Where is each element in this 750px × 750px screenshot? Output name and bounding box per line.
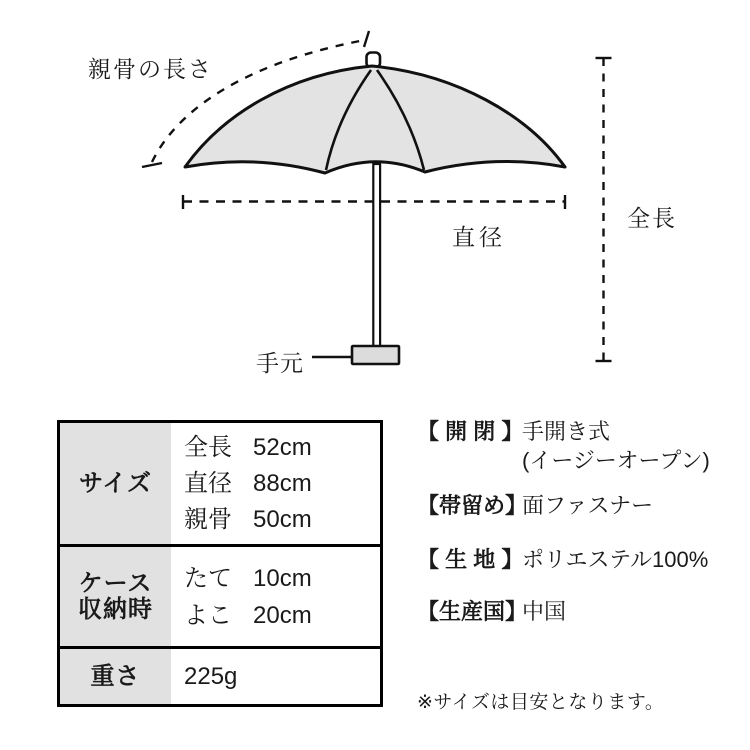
- table-line: [184, 597, 380, 634]
- row-header-label: ケース: [78, 569, 153, 597]
- row-header-label: 重さ: [90, 662, 141, 690]
- size-disclaimer-note: ※サイズは目安となります。: [417, 692, 665, 713]
- measure-label: 直径: [184, 469, 232, 497]
- total-length-dimension-line: [596, 58, 612, 361]
- spec-value: 面ファスナー: [522, 493, 654, 518]
- measure-label: たて: [184, 564, 232, 592]
- diameter-label: 直径: [452, 224, 506, 250]
- row-values-weight: [171, 649, 380, 704]
- table-row-weight: [60, 649, 380, 704]
- table-line: [184, 560, 380, 597]
- spec-label: 【帯留め】: [417, 493, 528, 518]
- row-header-case: [60, 547, 171, 646]
- rib-length-label: 親骨の長さ: [88, 56, 213, 82]
- measure-label: 全長: [184, 433, 232, 461]
- row-header-size: [60, 423, 171, 544]
- spec-item-country: [417, 597, 737, 626]
- measure-value: 225g: [184, 662, 238, 690]
- table-row-size: [60, 423, 380, 547]
- umbrella-canopy: [185, 66, 565, 173]
- spec-value-line: 手開き式: [522, 419, 611, 444]
- product-spec-list: [417, 417, 737, 626]
- umbrella-shaft: [373, 164, 380, 347]
- spec-label: 【 生 地 】: [417, 547, 524, 572]
- row-header-weight: [60, 649, 171, 704]
- measure-label: 親骨: [184, 505, 232, 533]
- spec-label: 【 開 閉 】: [417, 419, 524, 444]
- row-values-size: [171, 423, 380, 544]
- measure-value: 50cm: [253, 505, 312, 533]
- measure-value: 52cm: [253, 433, 312, 461]
- spec-item-open-close: [417, 417, 737, 475]
- umbrella-handle: [352, 346, 399, 364]
- spec-item-fabric: [417, 545, 737, 574]
- table-line: [184, 466, 380, 502]
- row-header-label: 収納時: [78, 595, 153, 623]
- measure-value: 20cm: [253, 601, 312, 629]
- table-line: [184, 659, 380, 695]
- spec-label: 【生産国】: [417, 599, 528, 624]
- row-values-case: [171, 547, 380, 646]
- spec-value: [522, 417, 710, 475]
- spec-item-band: [417, 491, 737, 520]
- row-header-label: サイズ: [78, 469, 153, 497]
- total-length-label: 全長: [627, 205, 677, 231]
- table-line: [184, 430, 380, 466]
- measure-value: 10cm: [253, 564, 312, 592]
- table-line: [184, 502, 380, 538]
- spec-value: 中国: [522, 599, 567, 624]
- measure-value: 88cm: [253, 469, 312, 497]
- size-spec-table: [57, 420, 383, 707]
- handle-label: 手元: [256, 350, 304, 376]
- table-row-case: [60, 547, 380, 649]
- spec-value: ポリエステル100%: [522, 547, 709, 572]
- measure-label: よこ: [184, 601, 232, 629]
- spec-value-line: (イージーオープン): [522, 448, 710, 473]
